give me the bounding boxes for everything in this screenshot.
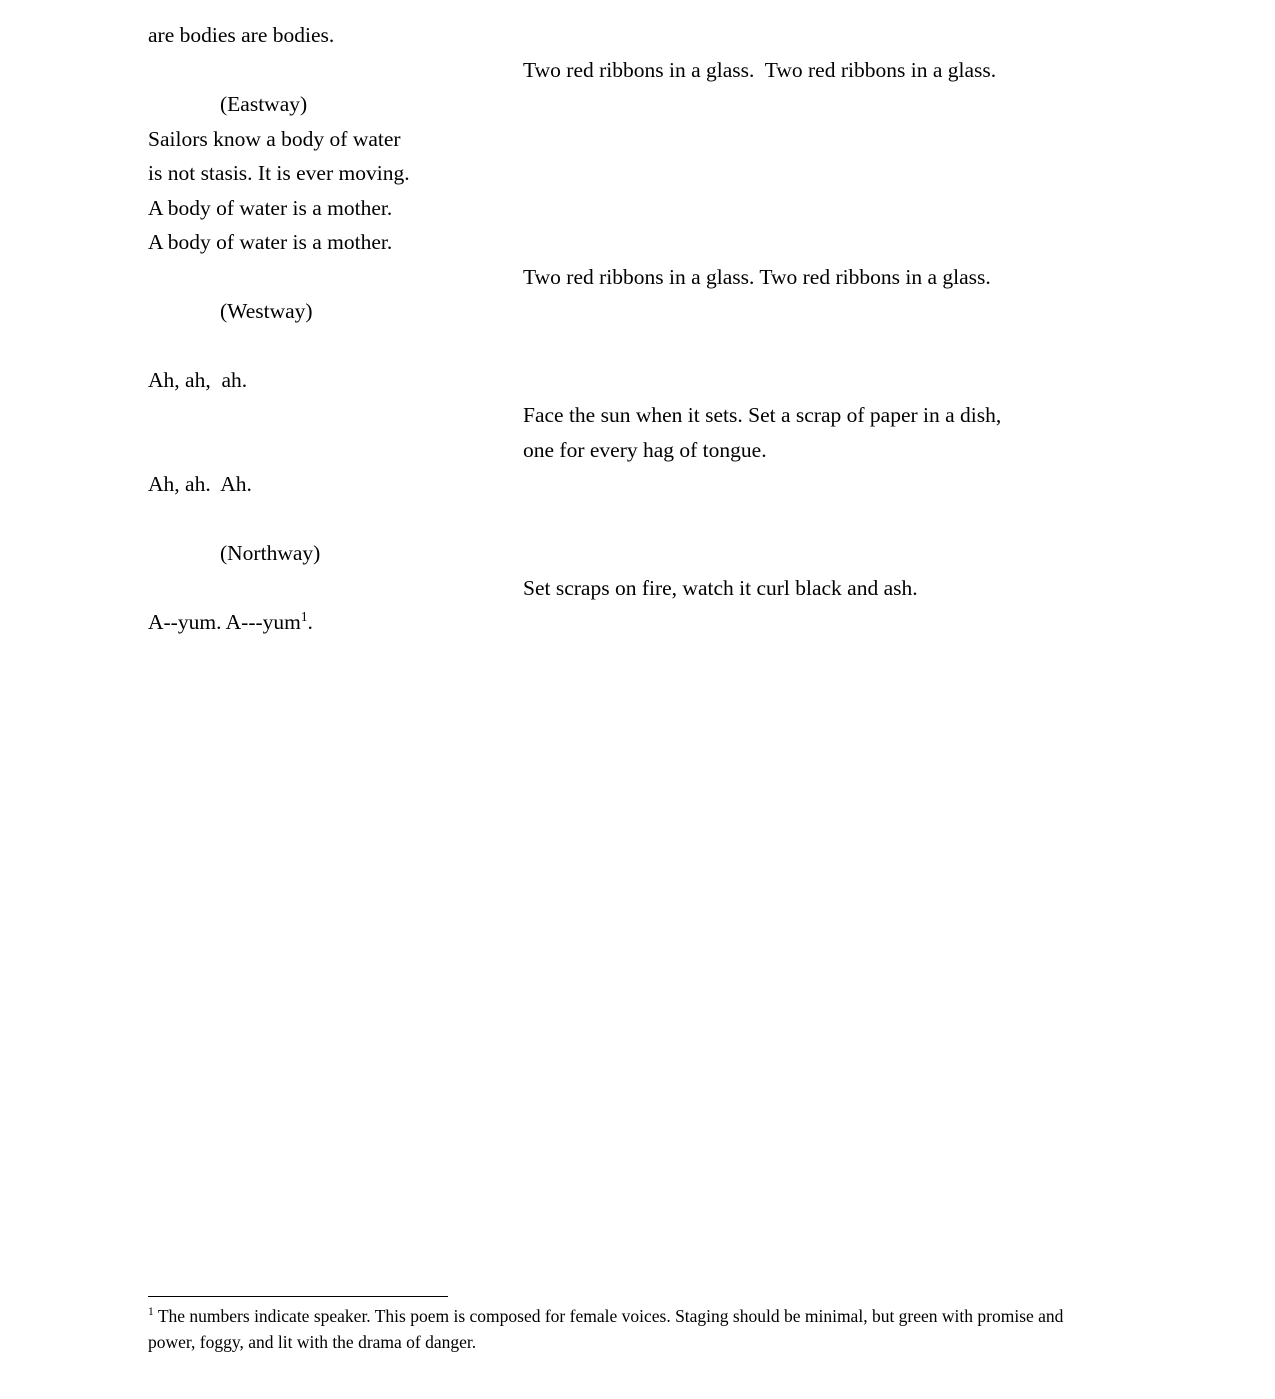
poem-line-stage-direction: (Westway): [220, 299, 313, 323]
poem-line: Two red ribbons in a glass. Two red ribbons in a glass.: [523, 58, 997, 82]
poem-line: is not stasis. It is ever moving.: [148, 161, 410, 185]
poem-line: A body of water is a mother.: [148, 230, 393, 254]
blank-line: [523, 364, 1123, 399]
poem-line: A body of water is a mother.: [148, 195, 393, 220]
blank-line: [523, 191, 1123, 226]
blank-line: [523, 157, 1123, 192]
poem-line: Two red ribbons in a glass. Two red ribbons in a glass.: [523, 265, 991, 289]
poem-line-stage-direction: (Eastway): [220, 92, 308, 116]
footnote-marker: 1: [300, 608, 308, 624]
poem-line-stage-direction: (Northway): [220, 540, 321, 565]
blank-line: [148, 570, 508, 605]
blank-line: [523, 467, 1123, 502]
blank-line: [148, 501, 508, 536]
footnote-separator-rule: [148, 1296, 448, 1297]
blank-line: [148, 53, 508, 88]
blank-line: [523, 88, 1123, 123]
poem-line-text: A--yum. A---yum: [148, 609, 301, 634]
poem-line: Face the sun when it sets. Set a scrap of paper in a dish,: [523, 403, 1002, 427]
blank-line: [148, 432, 508, 467]
blank-line: [148, 398, 508, 433]
blank-line: [523, 329, 1123, 364]
blank-line: [523, 122, 1123, 157]
poem-line-text-end: .: [307, 609, 313, 634]
blank-line: [523, 502, 1123, 537]
footnote-text: [148, 1303, 1096, 1355]
poem-line: are bodies are bodies.: [148, 23, 335, 47]
blank-line: [523, 295, 1123, 330]
poem-line: Set scraps on fire, watch it curl black and ash.: [523, 575, 918, 600]
footnote-number: 1: [148, 1306, 154, 1319]
blank-line: [523, 536, 1123, 571]
poem-line: Ah, ah, ah.: [148, 368, 248, 392]
poem-line: one for every hag of tongue.: [523, 437, 767, 462]
blank-line: [148, 260, 508, 295]
left-column: [148, 18, 508, 639]
footnote-body: The numbers indicate speaker. This poem is composed for female voices. Staging should be minimal, but green with promise and power, foggy, and lit with the drama of danger.: [148, 1306, 1064, 1352]
blank-line: [523, 226, 1123, 261]
right-column: [523, 53, 1123, 605]
blank-line: [148, 329, 508, 364]
footnote-area: [148, 1296, 1098, 1355]
poem-line: Ah, ah. Ah.: [148, 471, 252, 496]
poem-line: Sailors know a body of water: [148, 126, 401, 151]
poem-line-with-footnote: [148, 605, 508, 640]
